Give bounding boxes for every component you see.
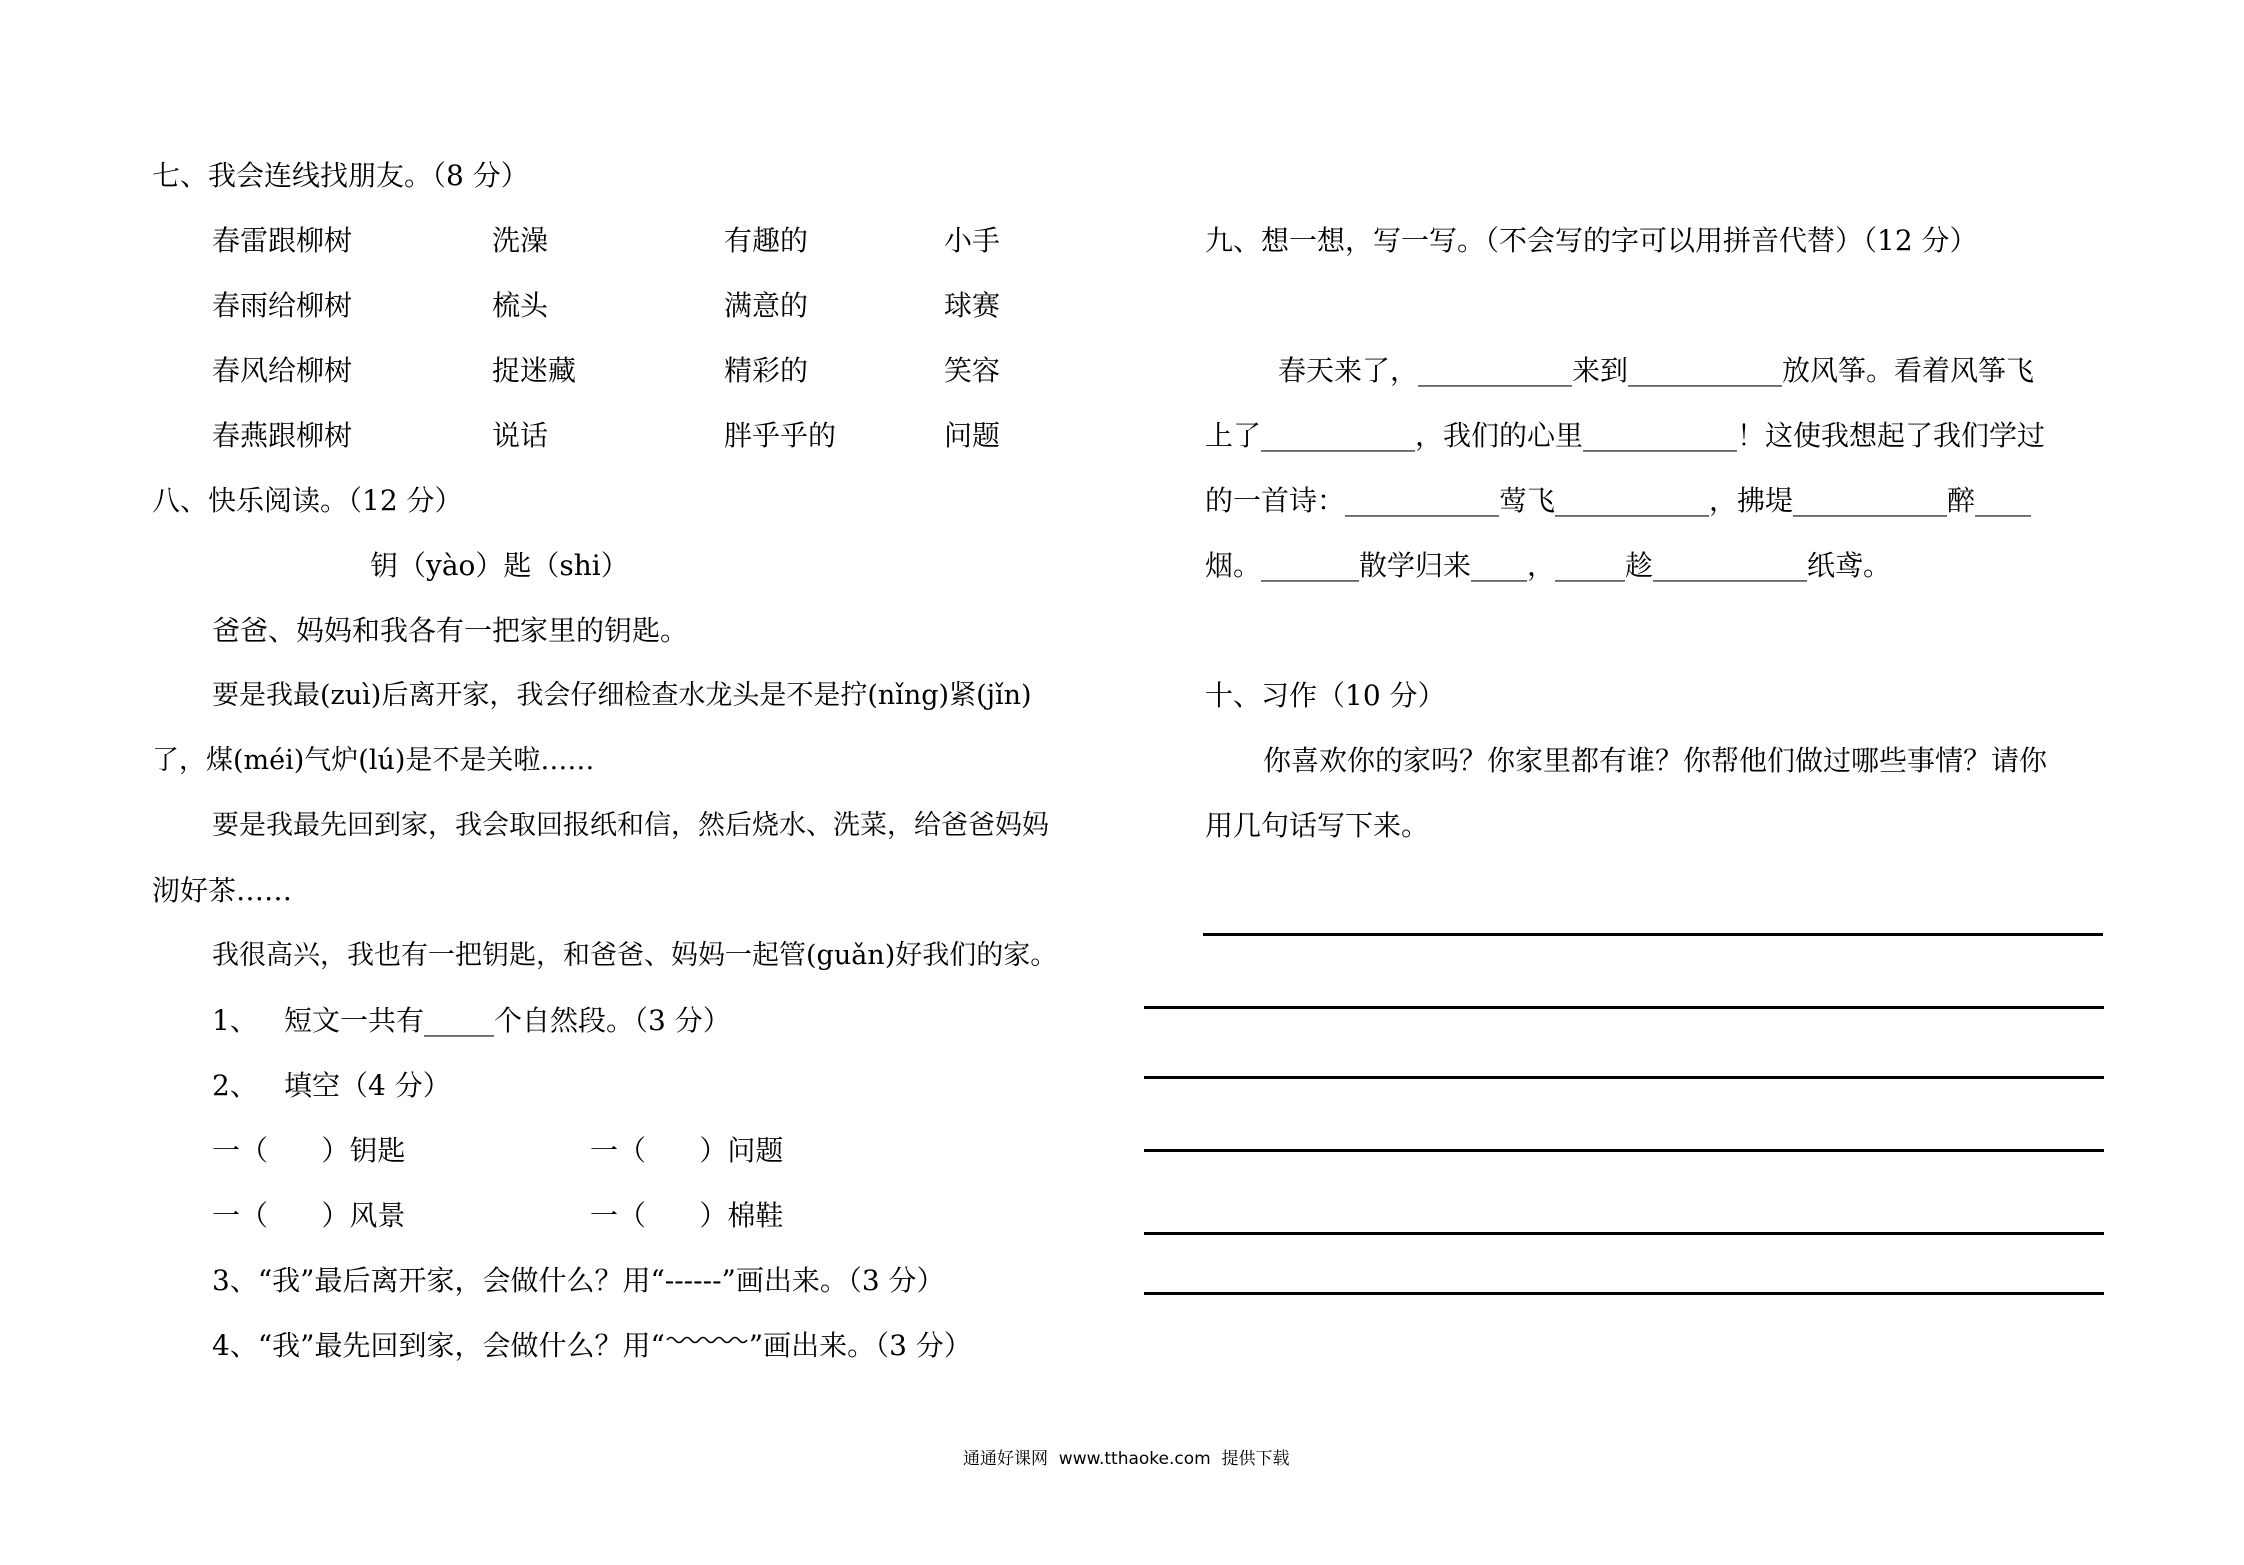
question-4-start: 4、“我”最先回到家，会做什么？用“ <box>212 1329 665 1362</box>
composition-prompt-continued: 用几句话写下来。 <box>1205 809 1430 842</box>
match-item: 春雨给柳树 <box>212 289 353 322</box>
passage-paragraph-continued: 了，煤(méi)气炉(lú)是不是关啦…… <box>152 745 595 776</box>
question-3: 3、“我”最后离开家，会做什么？用“------”画出来。（3 分） <box>212 1264 945 1297</box>
fill-blank-item: 一（ ）问题 <box>590 1134 784 1167</box>
passage-paragraph: 要是我最(zuì)后离开家，我会仔细检查水龙头是不是拧(nǐng)紧(jǐn) <box>212 680 1032 711</box>
match-item: 捉迷藏 <box>492 354 577 387</box>
writing-line <box>1144 1292 2104 1295</box>
section-10-title: 十、习作（10 分） <box>1205 679 1446 712</box>
fill-paragraph-line: 上了___________，我们的心里___________！这使我想起了我们学过 <box>1205 419 2046 452</box>
question-4-end: ”画出来。（3 分） <box>748 1329 972 1362</box>
question-number: 1、 <box>212 1004 258 1037</box>
passage-paragraph: 爸爸、妈妈和我各有一把家里的钥匙。 <box>212 614 689 647</box>
fill-blank-item: 一（ ）钥匙 <box>212 1134 406 1167</box>
match-item: 胖乎乎的 <box>724 419 837 452</box>
passage-title: 钥（yào）匙（shi） <box>370 549 629 582</box>
match-item: 春风给柳树 <box>212 354 353 387</box>
match-item: 小手 <box>944 224 1001 257</box>
match-item: 说话 <box>492 419 549 452</box>
fill-blank-item: 一（ ）棉鞋 <box>590 1199 784 1232</box>
match-item: 洗澡 <box>492 224 549 257</box>
writing-line <box>1144 1149 2104 1152</box>
composition-prompt: 你喜欢你的家吗？你家里都有谁？你帮他们做过哪些事情？请你 <box>1263 744 2048 777</box>
passage-paragraph: 我很高兴，我也有一把钥匙，和爸爸、妈妈一起管(guǎn)好我们的家。 <box>212 940 1058 971</box>
writing-line <box>1144 1232 2104 1235</box>
match-item: 笑容 <box>944 354 1001 387</box>
question-number: 2、 <box>212 1069 258 1102</box>
match-item: 有趣的 <box>724 224 809 257</box>
section-9-title: 九、想一想，写一写。（不会写的字可以用拼音代替）（12 分） <box>1205 224 1978 257</box>
question-1: 短文一共有_____个自然段。（3 分） <box>284 1004 731 1037</box>
match-item: 精彩的 <box>724 354 809 387</box>
writing-line <box>1203 933 2103 936</box>
match-item: 问题 <box>944 419 1001 452</box>
match-item: 春燕跟柳树 <box>212 419 353 452</box>
writing-line <box>1144 1076 2104 1079</box>
fill-paragraph-line: 春天来了，___________来到___________放风筝。看着风筝飞 <box>1278 354 2035 387</box>
question-2: 填空（4 分） <box>284 1069 451 1102</box>
passage-paragraph: 要是我最先回到家，我会取回报纸和信，然后烧水、洗菜，给爸爸妈妈 <box>212 810 1049 841</box>
footer-watermark: 通通好课网 www.tthaoke.com 提供下载 <box>963 1449 1290 1469</box>
section-7-title: 七、我会连线找朋友。（8 分） <box>152 159 529 192</box>
match-item: 春雷跟柳树 <box>212 224 353 257</box>
wavy-line-icon <box>665 1333 749 1347</box>
question-4 <box>212 1328 972 1364</box>
writing-line <box>1144 1006 2104 1009</box>
match-item: 球赛 <box>944 289 1001 322</box>
fill-blank-item: 一（ ）风景 <box>212 1199 406 1232</box>
match-item: 梳头 <box>492 289 549 322</box>
fill-paragraph-line: 烟。_______散学归来____，_____趁___________纸鸢。 <box>1205 549 1892 582</box>
fill-paragraph-line: 的一首诗：___________莺飞___________，拂堤___________醉____ <box>1205 484 2032 517</box>
match-item: 满意的 <box>724 289 809 322</box>
passage-paragraph-continued: 沏好茶…… <box>152 874 293 907</box>
section-8-title: 八、快乐阅读。（12 分） <box>152 484 463 517</box>
